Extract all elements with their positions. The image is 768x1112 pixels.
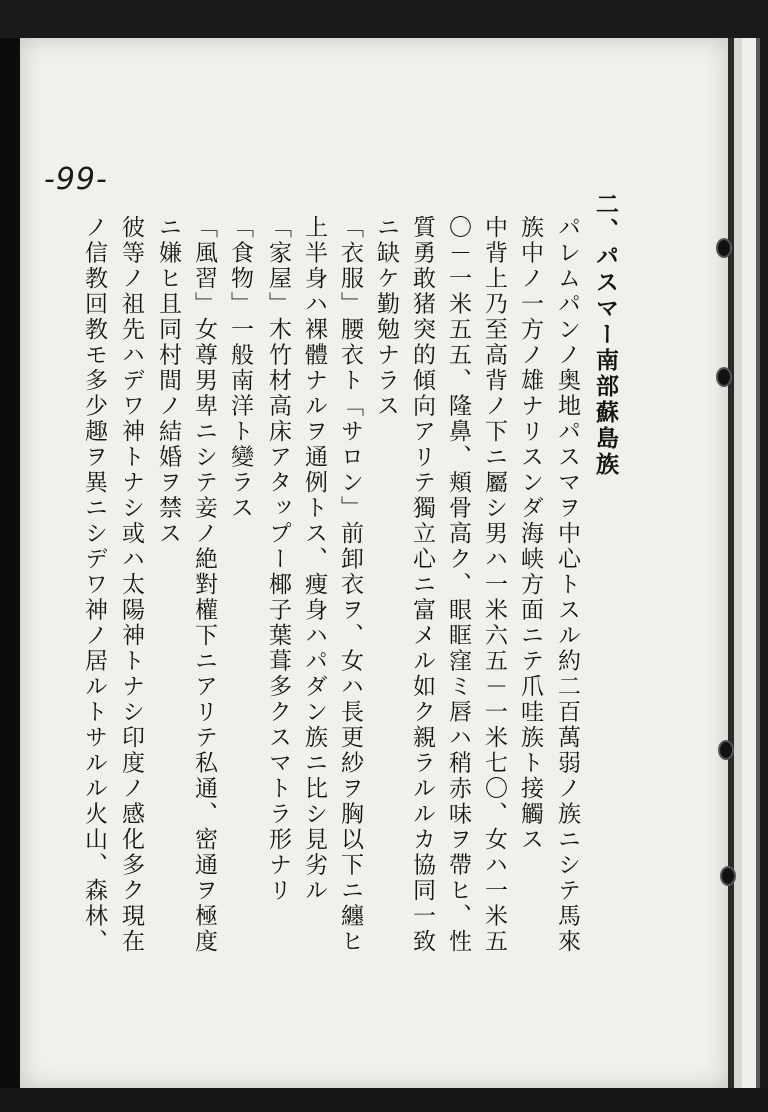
binding-hole: [716, 238, 732, 258]
text-column-4: 〇－一米五五、隆鼻、頬骨高ク、眼眶窪ミ唇ハ稍赤味ヲ帶ヒ、性: [445, 215, 471, 955]
text-column-10: 「食物」一般南洋ト變ラス: [227, 215, 253, 521]
page-binding-edge: [728, 38, 768, 1112]
scan-top-border: [0, 0, 768, 38]
text-column-13: 彼等ノ祖先ハデワ神トナシ或ハ太陽神トナシ印度ノ感化多ク現在: [118, 215, 144, 955]
page-number: -99-: [44, 162, 108, 197]
text-column-6: ニ缺ケ勤勉ナラス: [373, 215, 399, 419]
text-column-11: 「風習」女尊男卑ニシテ妾ノ絶對權下ニアリテ私通、密通ヲ極度: [191, 215, 217, 955]
text-column-14: ノ信教回教モ多少趣ヲ異ニシデワ神ノ居ルトサルル火山、森林、: [81, 215, 107, 955]
text-column-9: 「家屋」木竹材高床アタップー椰子葉葺多クスマトラ形ナリ: [265, 215, 291, 904]
text-column-2: 族中ノ一方ノ雄ナリスンダ海峡方面ニテ爪哇族ト接觸ス: [517, 215, 543, 853]
scan-bottom-border: [0, 1088, 768, 1112]
binding-hole: [716, 367, 732, 387]
binding-hole: [718, 740, 734, 760]
text-column-1: パレムパンノ奥地パスマヲ中心トスル約二百萬弱ノ族ニシテ馬來: [554, 215, 580, 955]
text-column-5: 質勇敢猪突的傾向アリテ獨立心ニ富メル如ク親ラルルカ協同一致: [409, 215, 435, 955]
text-column-3: 中背上乃至高背ノ下ニ屬シ男ハ一米六五－一米七〇、女ハ一米五: [481, 215, 507, 955]
text-column-12: ニ嫌ヒ且同村間ノ結婚ヲ禁ス: [155, 215, 181, 547]
binding-hole: [720, 866, 736, 886]
text-column-8: 上半身ハ裸體ナルヲ通例トス、痩身ハパダン族ニ比シ見劣ル: [301, 215, 327, 904]
text-column-7: 「衣服」腰衣ト「サロン」前卸衣ヲ、女ハ長更紗ヲ胸以下ニ纏ヒ: [337, 215, 363, 955]
section-heading: 二、パスマー南部蘇島族: [592, 192, 619, 478]
